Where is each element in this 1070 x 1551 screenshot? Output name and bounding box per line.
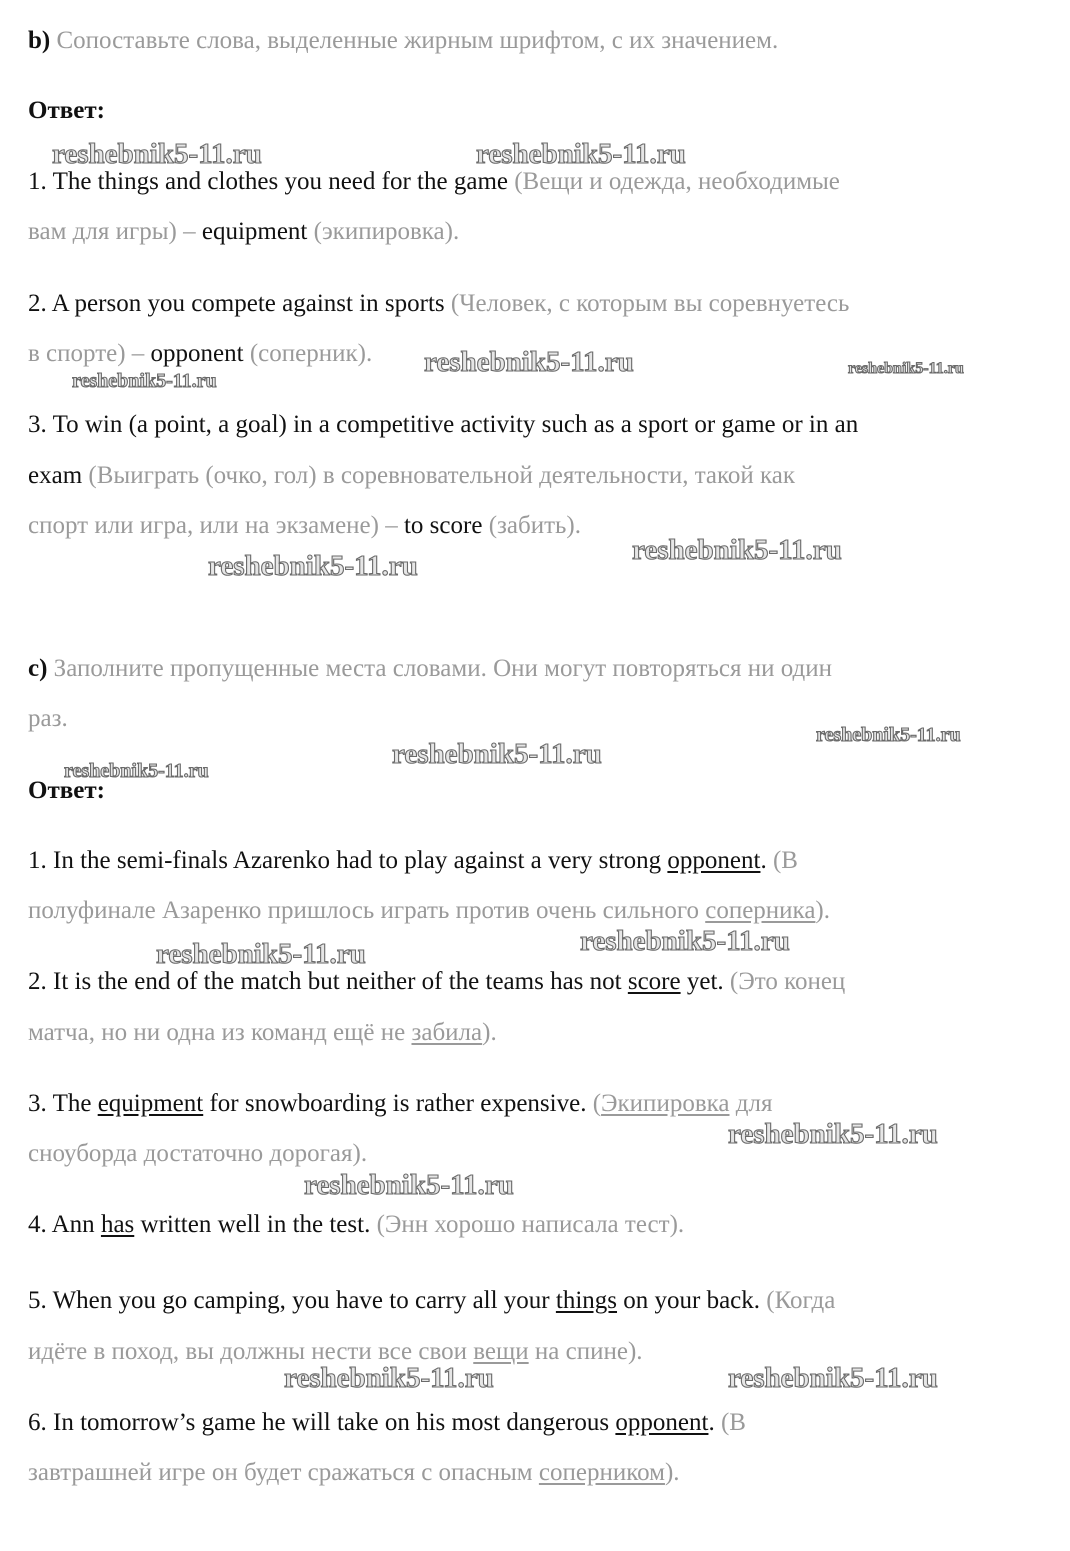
b-item-3-line-1: 3. To win (a point, a goal) in a competitive activity such as a sport or game or in an	[28, 411, 859, 438]
section-b-answer-label: Ответ:	[28, 97, 105, 124]
watermark: reshebnik5-11.ru	[72, 370, 217, 392]
watermark: reshebnik5-11.ru	[156, 938, 366, 970]
watermark: reshebnik5-11.ru	[476, 138, 686, 170]
c-item-3-line-1: 3. The equipment for snowboarding is rather expensive. (Экипировка для	[28, 1090, 773, 1117]
c-item-3-line-2: сноуборда достаточно дорогая).	[28, 1140, 368, 1167]
watermark: reshebnik5-11.ru	[208, 550, 418, 582]
c-item-6-key: opponent	[615, 1409, 709, 1436]
c-item-6-line-2: завтрашней игре он будет сражаться с опасным соперником).	[28, 1459, 680, 1486]
c-item-1-key: opponent	[667, 847, 761, 874]
watermark: reshebnik5-11.ru	[632, 534, 842, 566]
watermark: reshebnik5-11.ru	[52, 138, 262, 170]
c-item-4-key: has	[100, 1211, 135, 1238]
watermark: reshebnik5-11.ru	[580, 925, 790, 957]
b-item-2-line-1: 2. A person you compete against in sports (Человек, с которым вы соревнуетесь	[28, 290, 850, 317]
section-c-answer-label: Ответ:	[28, 777, 105, 804]
c-item-5-line-1: 5. When you go camping, you have to carry all your things on your back. (Когда	[28, 1287, 836, 1314]
b-item-3-word: to score	[403, 512, 483, 539]
c-item-3-key: equipment	[97, 1090, 204, 1117]
c-item-5-key: things	[555, 1287, 618, 1314]
section-b-label: b)	[28, 27, 51, 54]
c-item-5-line-2: идёте в поход, вы должны нести все свои вещи на спине).	[28, 1338, 643, 1365]
b-item-1-word: equipment	[201, 218, 308, 245]
c-item-2-key: score	[627, 968, 681, 995]
c-item-1-line-2: полуфинале Азаренко пришлось играть против очень сильного соперника).	[28, 897, 830, 924]
watermark: reshebnik5-11.ru	[728, 1362, 938, 1394]
b-item-3-line-2: exam (Выиграть (очко, гол) в соревновательной деятельности, такой как	[28, 462, 796, 489]
b-item-2-line-2: в спорте) – opponent (соперник).	[28, 340, 373, 367]
c-item-6-line-1: 6. In tomorrow’s game he will take on his most dangerous opponent. (В	[28, 1409, 746, 1436]
section-c-label: c)	[28, 655, 48, 682]
c-item-4-line-1: 4. Ann has written well in the test. (Энн хорошо написала тест).	[28, 1211, 685, 1238]
c-item-2-line-1: 2. It is the end of the match but neither of the teams has not score yet. (Это конец	[28, 968, 846, 995]
section-b-task-text: Сопоставьте слова, выделенные жирным шрифтом, с их значением.	[56, 27, 779, 54]
watermark: reshebnik5-11.ru	[816, 724, 961, 746]
watermark: reshebnik5-11.ru	[424, 346, 634, 378]
watermark: reshebnik5-11.ru	[284, 1362, 494, 1394]
c-item-1-line-1: 1. In the semi-finals Azarenko had to play against a very strong opponent. (В	[28, 847, 798, 874]
b-item-1-line-2: вам для игры) – equipment (экипировка).	[28, 218, 460, 245]
watermark: reshebnik5-11.ru	[848, 360, 964, 377]
watermark: reshebnik5-11.ru	[64, 760, 209, 782]
section-c-task: c) Заполните пропущенные места словами. Они могут повторяться ни один	[28, 655, 832, 682]
watermark: reshebnik5-11.ru	[728, 1118, 938, 1150]
section-c-task-line-2: раз.	[28, 705, 68, 732]
watermark: reshebnik5-11.ru	[392, 738, 602, 770]
b-item-3-line-3: спорт или игра, или на экзамене) – to score (забить).	[28, 512, 581, 539]
watermark: reshebnik5-11.ru	[304, 1169, 514, 1201]
section-b-task	[28, 26, 778, 56]
c-item-2-line-2: матча, но ни одна из команд ещё не забила).	[28, 1019, 497, 1046]
b-item-1-line-1: 1. The things and clothes you need for the game (Вещи и одежда, необходимые	[28, 168, 840, 195]
b-item-2-word: opponent	[150, 340, 244, 367]
